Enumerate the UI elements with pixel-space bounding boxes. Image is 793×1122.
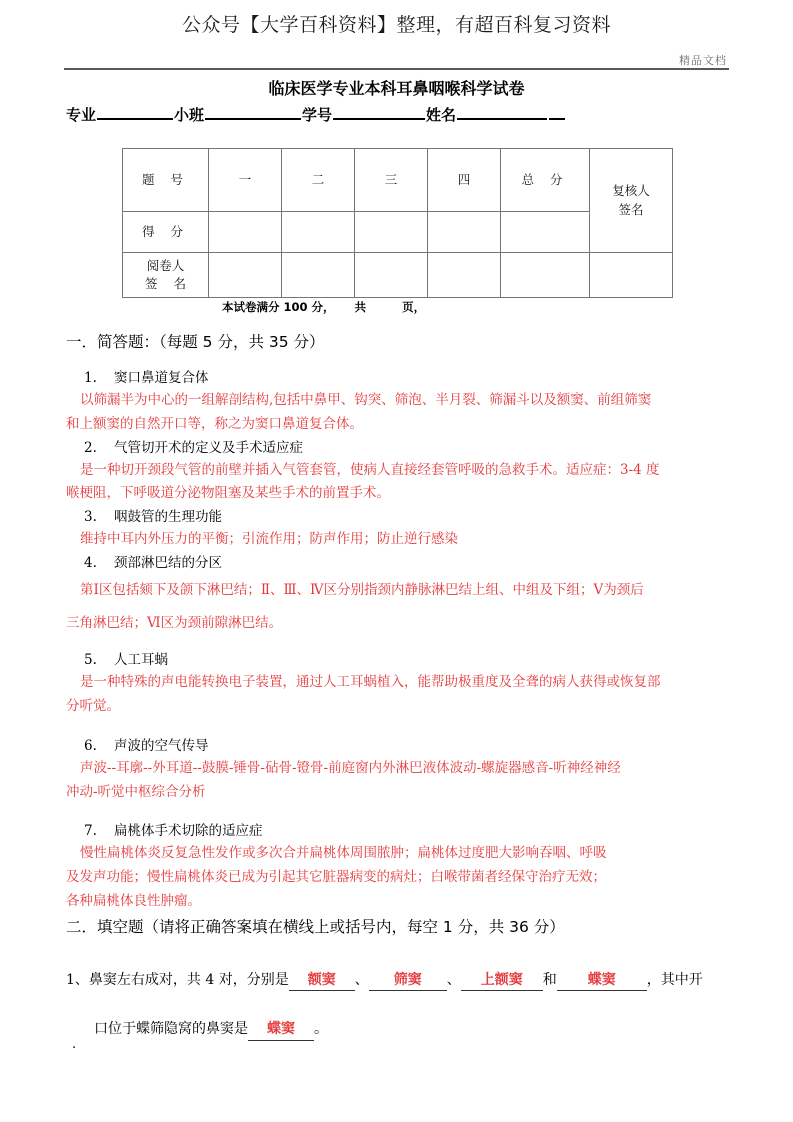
fill-in-blank-block [66,969,756,1041]
cell-col-3: 三 [355,149,428,212]
name-input-blank[interactable] [457,105,547,120]
fill-blank-4[interactable]: 蝶窦 [557,972,647,992]
answer-5-line-1: 是一种特殊的声电能转换电子装置，通过人工耳蜗植入，能帮助极重度及全聋的病人获得或恢复部 [80,674,661,691]
question-3-prompt [66,507,756,528]
cell-reviewer-signature-blank[interactable] [590,253,673,298]
exam-body [66,330,756,1041]
cell-grader-2[interactable] [282,253,355,298]
answer-1-line-1: 以筛漏半为中心的一组解剖结构,包括中鼻甲、钩突、筛泡、半月裂、筛漏斗以及额窦、前组筛窦 [80,391,652,408]
cell-grader-1[interactable] [209,253,282,298]
answer-3-line-1: 维持中耳内外压力的平衡；引流作用；防声作用；防止逆行感染 [80,531,458,548]
answer-6-line-2: 冲动-听觉中枢综合分析 [66,783,206,800]
table-row [123,253,673,298]
answer-5-line-2: 分听觉。 [66,697,120,714]
stray-dot-mark: . [72,1037,77,1052]
cell-score-3[interactable] [355,212,428,253]
question-4-prompt [66,553,756,574]
section-one-heading: 一．简答题：（每题 5 分，共 35 分） [66,333,325,351]
fill-question-1-line-2 [66,1019,756,1041]
fill-q1-suffix: ，其中开 [646,971,703,988]
cell-col-4: 四 [428,149,501,212]
cell-grader-total[interactable] [501,253,590,298]
spacer [66,720,756,736]
question-3-text: 咽鼓管的生理功能 [114,509,222,526]
name-label: 姓名 [426,106,457,124]
cell-score-4[interactable] [428,212,501,253]
question-2-number: 2. [84,439,97,456]
fill-q1-sep-1: 、 [354,971,369,988]
answer-7-line-2: 及发声功能；慢性扁桃体炎已成为引起其它脏器病变的病灶；白喉带菌者经保守治疗无效； [66,869,606,886]
question-6-number: 6. [84,737,97,754]
question-1-prompt [66,368,756,389]
fill-q1-prefix: 1、鼻窦左右成对，共 4 对，分别是 [66,971,289,988]
answer-7-line-1: 慢性扁桃体炎反复急性发作或多次合并扁桃体周围脓肿；扁桃体过度肥大影响吞咽、呼吸 [80,845,607,862]
fill-question-1-line-1 [66,969,756,992]
question-5-prompt [66,650,756,671]
extra-blank[interactable] [549,105,565,120]
spacer [66,641,756,650]
question-4-number: 4. [84,555,97,572]
cell-grader-signature-label [123,253,209,298]
watermark-label: 精品文档 [679,54,727,67]
question-4-text: 颈部淋巴结的分区 [114,555,222,572]
answer-4-line-2: 三角淋巴结；Ⅵ区为颈前隙淋巴结。 [66,615,283,632]
promo-banner: 公众号【大学百科资料】整理，有超百科复习资料 [181,14,611,36]
class-input-blank[interactable] [205,105,301,120]
cell-grader-3[interactable] [355,253,428,298]
fill-q1-sep-3: 和 [542,971,557,988]
fill-q1-line2-suffix: 。 [314,1021,328,1038]
header-divider [64,68,729,70]
header-rule-area [64,54,729,76]
answer-4-line-1: 第Ⅰ区包括颏下及颌下淋巴结；Ⅱ、Ⅲ、Ⅳ区分别指颈内静脉淋巴结上组、中组及下组；Ⅴ为颈后 [80,582,644,598]
cell-reviewer-signature-header [590,149,673,253]
cell-score-label: 得 分 [123,212,209,253]
cell-col-1: 一 [209,149,282,212]
full-marks-note: 本试卷满分 100 分， 共 页， [222,300,426,314]
reviewer-label-line2: 签名 [618,201,644,217]
grader-label-line2: 签 名 [145,276,192,291]
answer-2-line-2: 喉梗阻，下呼吸道分泌物阻塞及某些手术的前置手术。 [66,485,390,502]
grader-label-line1: 阅卷人 [146,257,185,273]
fill-blank-1[interactable]: 额窦 [289,972,355,992]
spacer [66,805,756,821]
section-two-heading: 二．填空题（请将正确答案填在横线上或括号内，每空 1 分，共 36 分） [66,917,565,936]
question-2-prompt [66,438,756,459]
student-id-label: 学号 [302,106,333,124]
fill-blank-5[interactable]: 蝶窦 [248,1021,314,1041]
fill-q1-sep-2: 、 [446,971,461,988]
question-7-prompt [66,821,756,842]
question-5-text: 人工耳蜗 [114,652,168,669]
answer-2-line-1: 是一种切开颈段气管的前壁并插入气管套管，使病人直接经套管呼吸的急救手术。适应症：3-4 度 [80,461,660,478]
cell-col-2: 二 [282,149,355,212]
question-7-number: 7. [84,823,97,840]
cell-total-label: 总 分 [501,149,590,212]
score-table [122,148,673,298]
question-5-number: 5. [84,652,97,669]
answer-7-line-3: 各种扁桃体良性肿瘤。 [66,893,201,910]
question-1-number: 1. [84,370,97,387]
cell-question-number-label: 题 号 [123,149,209,212]
cell-score-1[interactable] [209,212,282,253]
reviewer-label-line1: 复核人 [612,183,650,199]
class-label: 小班 [174,106,205,124]
fill-blank-3[interactable]: 上额窦 [461,972,543,992]
question-1-text: 窦口鼻道复合体 [114,370,209,387]
fill-q1-line2-prefix: 口位于蝶筛隐窝的鼻窦是 [94,1021,248,1038]
page-title: 临床医学专业本科耳鼻咽喉科学试卷 [268,79,525,98]
cell-score-2[interactable] [282,212,355,253]
answer-1-line-2: 和上额窦的自然开口等，称之为窦口鼻道复合体。 [66,415,363,432]
question-2-text: 气管切开术的定义及手术适应症 [114,439,303,456]
answer-6-line-1: 声波--耳廓--外耳道--鼓膜-锤骨-砧骨-镫骨-前庭窗内外淋巴液体波动-螺旋器感音-听神经神经 [80,759,621,776]
cell-score-total[interactable] [501,212,590,253]
question-6-text: 声波的空气传导 [114,737,209,754]
cell-grader-4[interactable] [428,253,501,298]
question-3-number: 3. [84,509,97,526]
table-row [123,149,673,212]
major-label: 专业 [66,106,97,124]
student-id-input-blank[interactable] [333,105,425,120]
fill-blank-2[interactable]: 筛窦 [369,972,447,992]
question-7-text: 扁桃体手术切除的适应症 [114,823,263,840]
question-6-prompt [66,736,756,757]
major-input-blank[interactable] [97,105,173,120]
student-info-line [66,104,746,125]
